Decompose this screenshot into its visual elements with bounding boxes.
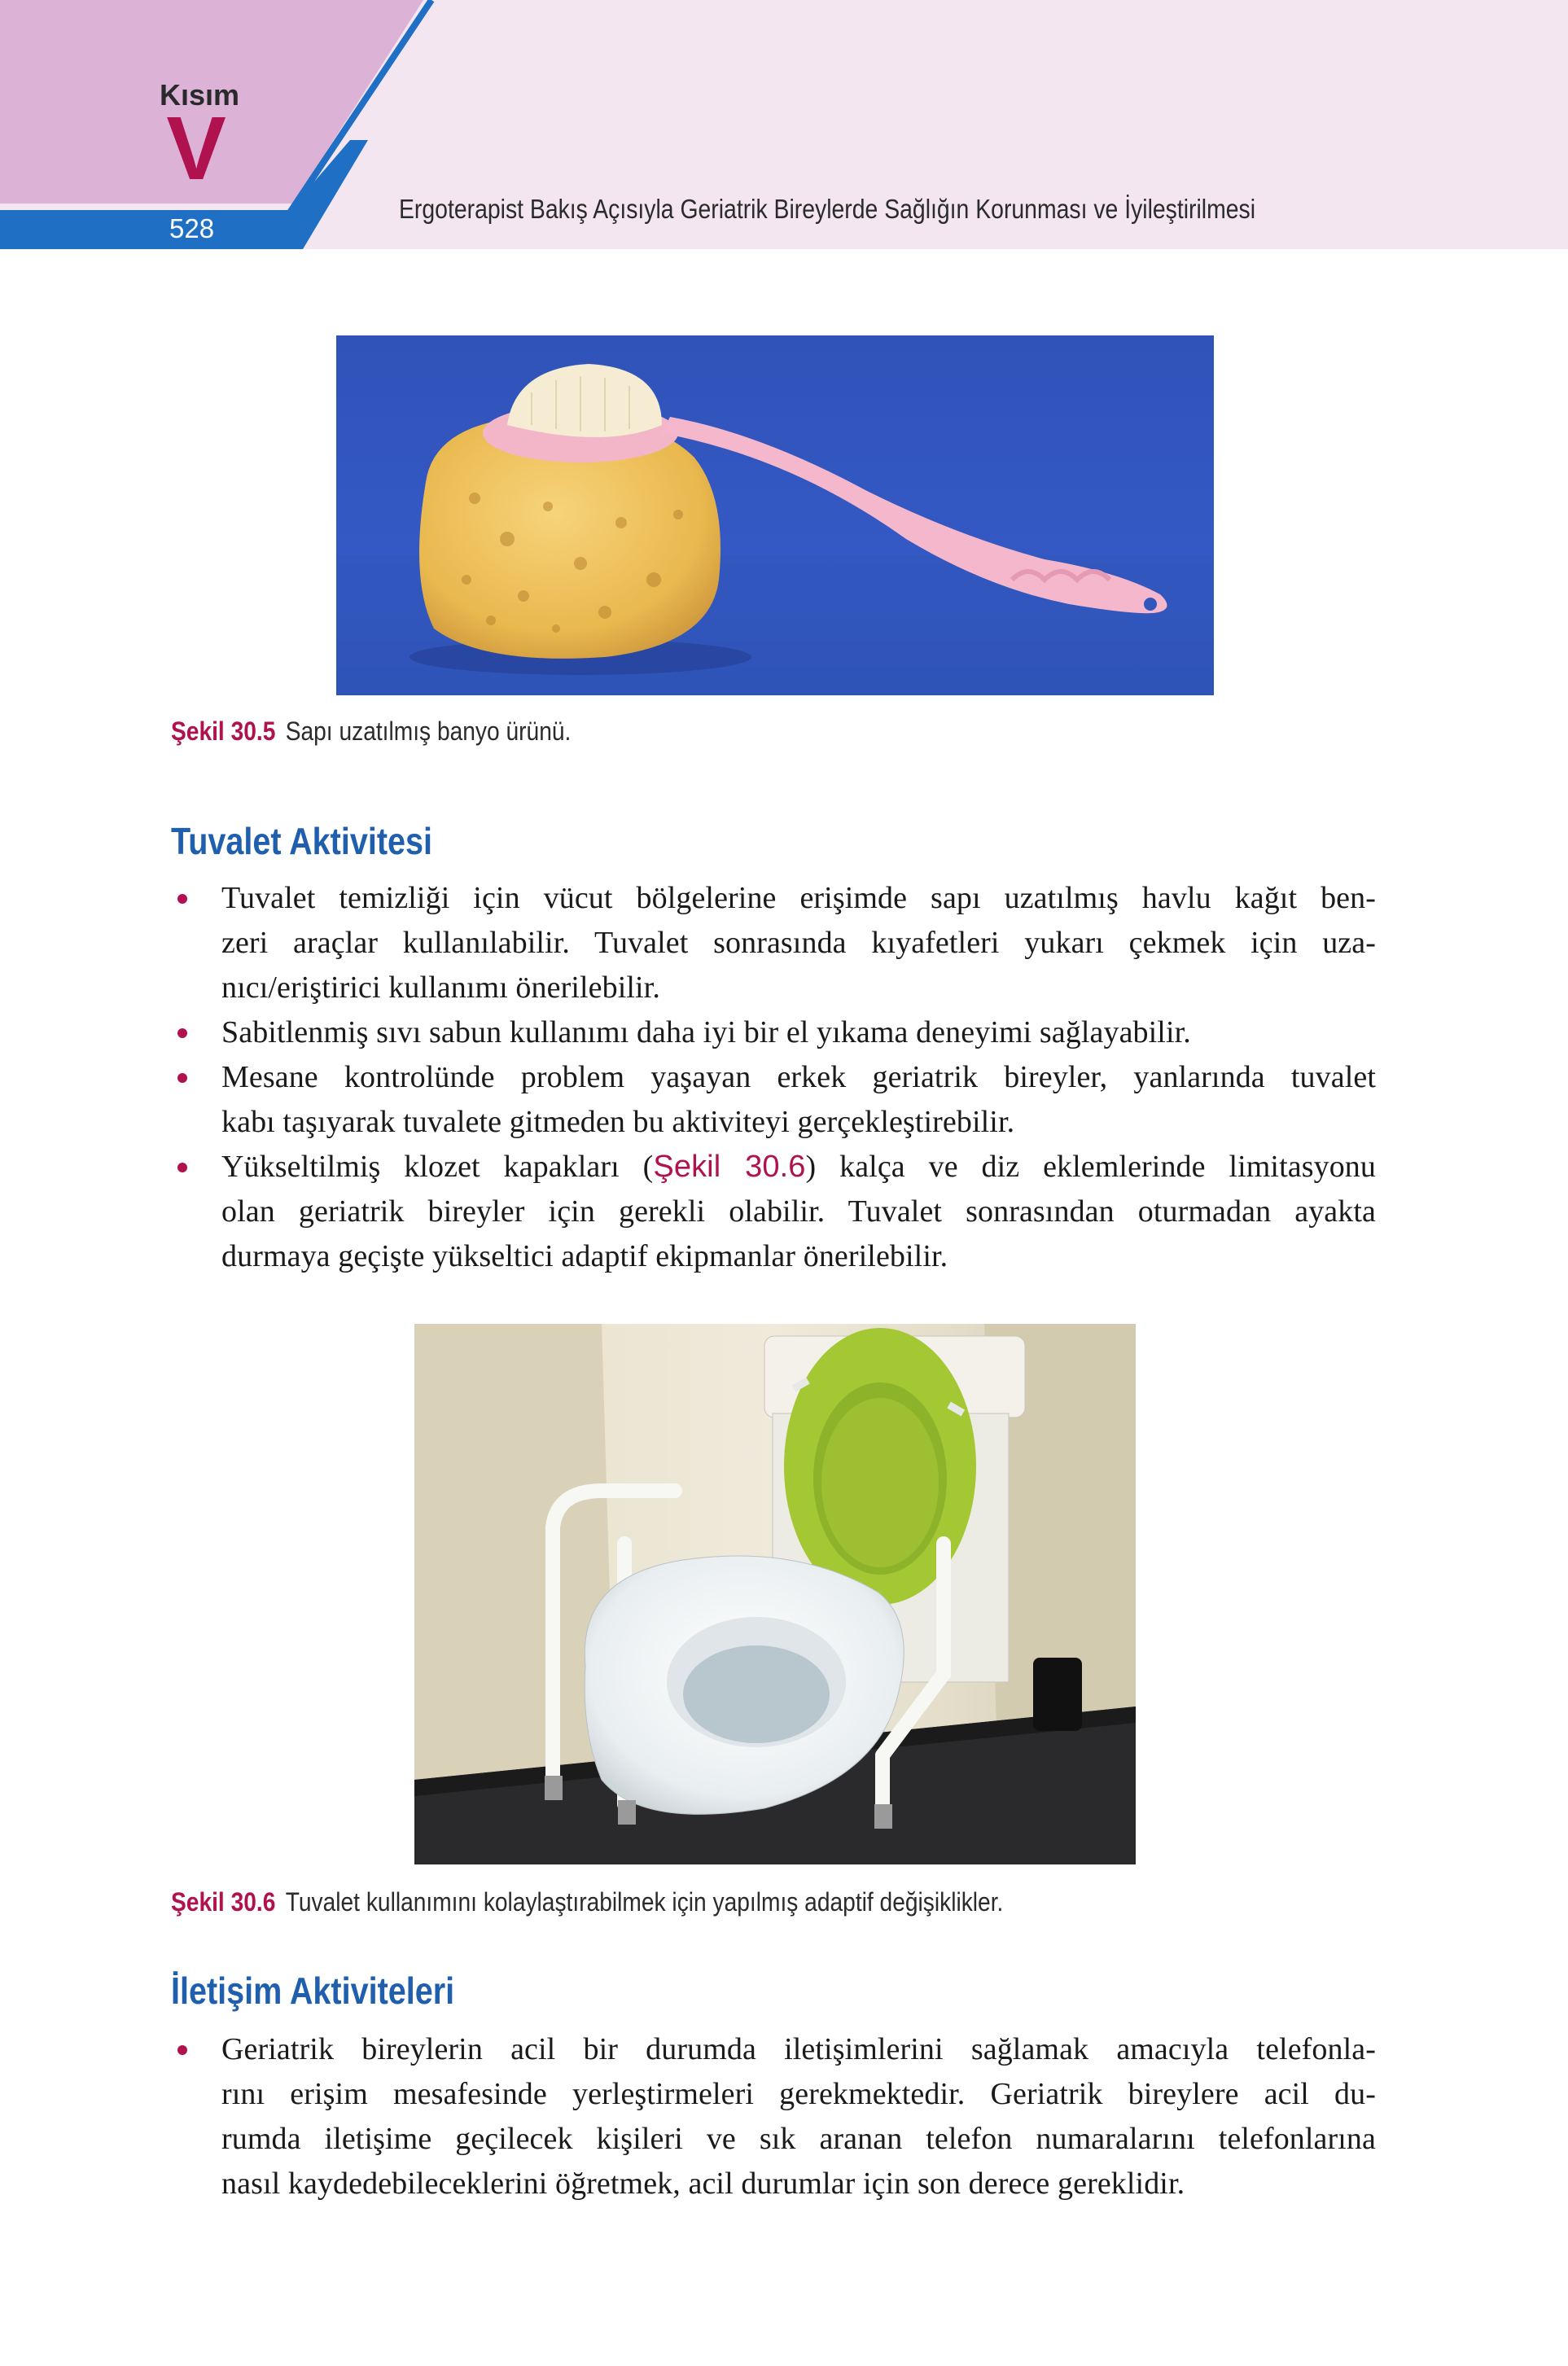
text-segment: ) kalça ve diz eklemlerinde limitasyonu bbox=[805, 1150, 1376, 1184]
text-line: Tuvalet temizliği için vücut bölgelerine erişimde sapı uzatılmış havlu kağıt ben- bbox=[221, 881, 1376, 915]
page-number: 528 bbox=[169, 213, 215, 243]
text-line: zeri araçlar kullanılabilir. Tuvalet sonrasında kıyafetleri yukarı çekmek için uza- bbox=[221, 926, 1376, 960]
figure-label: Şekil 30.5 bbox=[171, 716, 276, 746]
figure-caption-1 bbox=[171, 716, 571, 747]
figure-label: Şekil 30.6 bbox=[171, 1887, 276, 1917]
text-line bbox=[221, 1145, 1376, 1190]
text-line: durmaya geçişte yükseltici adaptif ekipmanlar önerilebilir. bbox=[221, 1239, 948, 1273]
text-line: rını erişim mesafesinde yerleştirmeleri gerekmektedir. Geriatrik bireylere acil du- bbox=[221, 2077, 1376, 2111]
list-item bbox=[171, 1010, 1376, 1055]
bullet-icon bbox=[177, 894, 187, 904]
bullet-list bbox=[171, 876, 1376, 1279]
bullet-icon bbox=[177, 2045, 187, 2055]
bullet-icon bbox=[177, 1073, 187, 1083]
list-item bbox=[171, 876, 1376, 1010]
figure-caption-2 bbox=[171, 1887, 1003, 1917]
bullet-icon bbox=[177, 1163, 187, 1172]
text-line: rumda iletişime geçilecek kişileri ve sık aranan telefon numaralarını telefonlarına bbox=[221, 2122, 1376, 2156]
section-heading: Tuvalet Aktivitesi bbox=[171, 820, 432, 862]
text-line: kabı taşıyarak tuvalete gitmeden bu aktiviteyi gerçekleştirebilir. bbox=[221, 1105, 1015, 1139]
part-numeral: V bbox=[166, 99, 226, 199]
bath-brush-photo bbox=[336, 335, 1214, 695]
bullet-list bbox=[171, 2027, 1376, 2206]
figure-caption-text: Sapı uzatılmış banyo ürünü. bbox=[285, 716, 572, 746]
raised-toilet-seat-photo bbox=[414, 1324, 1136, 1864]
text-line: nıcı/eriştirici kullanımı önerilebilir. bbox=[221, 970, 660, 1005]
text-line: nasıl kaydedebileceklerini öğretmek, acil durumlar için son derece gereklidir. bbox=[221, 2167, 1185, 2201]
running-title: Ergoterapist Bakış Açısıyla Geriatrik Bireylerde Sağlığın Korunması ve İyileştirilmesi bbox=[399, 194, 1256, 224]
text-line: olan geriatrik bireyler için gerekli olabilir. Tuvalet sonrasından oturmadan ayakta bbox=[221, 1194, 1376, 1229]
text-line: Mesane kontrolünde problem yaşayan erkek geriatrik bireyler, yanlarında tuvalet bbox=[221, 1060, 1376, 1094]
text-line: Geriatrik bireylerin acil bir durumda iletişimlerini sağlamak amacıyla telefonla- bbox=[221, 2032, 1376, 2066]
figure-reference-link[interactable]: Şekil 30.6 bbox=[653, 1150, 806, 1184]
part-label: Kısım bbox=[160, 78, 240, 112]
text-segment: Yükseltilmiş klozet kapakları ( bbox=[221, 1150, 654, 1184]
section-heading: İletişim Aktiviteleri bbox=[171, 1969, 455, 2012]
list-item bbox=[171, 2027, 1376, 2206]
list-item bbox=[171, 1055, 1376, 1145]
figure-caption-text: Tuvalet kullanımını kolaylaştırabilmek için yapılmış adaptif değişiklikler. bbox=[285, 1887, 1004, 1917]
text-line: Sabitlenmiş sıvı sabun kullanımı daha iyi bir el yıkama deneyimi sağlayabilir. bbox=[221, 1015, 1191, 1049]
list-item bbox=[171, 1145, 1376, 1279]
bullet-icon bbox=[177, 1028, 187, 1038]
